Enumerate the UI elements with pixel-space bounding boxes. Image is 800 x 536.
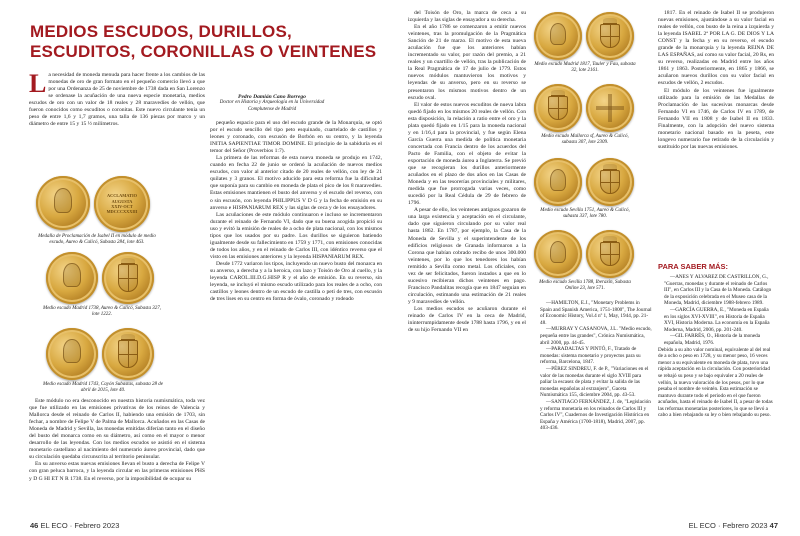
- coin-inscription: ACCLAMATIO AUGUSTA XXIV-OCT MDCCCXXXIII: [106, 193, 138, 215]
- paragraph: El módulo de los veintenes fue igualmente utilizado para la emisión de las Medallas de Proclamación de las sucesivas monarcas desde Fernando VI en 1746, de Carlos IV en 1789, de Fernando VII en 1808 y de Isabel II en 1833. Finalmente, con la adopción del nuevo sistema monetario nacional basado en la peseta, este longevo numerario fue retirado de la circulación y sustituido por las nuevas emisiones.: [658, 87, 774, 150]
- paragraph: Desde 1772 variaron los tipos, incluyendo un nuevo busto del monarca en su anverso, a derecha y a la heroica, con lazo y Toisón de Oro al cuello, y la leyenda CAROL.III.D.G.HISP R y el año de emisión. En su reverso, sin leyenda, se incluyó el mismo escudo utilizado para los reales de a ocho, con castillos y leones dentro de un escudo de castilla o peti de tres, con escusón de tres lises en su centro en forma de óvalo, coronado y rodeado: [210, 260, 382, 303]
- coin-obverse: [46, 252, 98, 304]
- figure-caption: Medio escudo Madrid 1743, Cayón Subastas, subasta 28 de abril de 2015, lote 40.: [43, 382, 163, 394]
- coin-obverse: [534, 158, 582, 206]
- figure-caption: Medio escudo Sevilla 1788, Iberaxin, Subasta Online 23, lote 571.: [539, 280, 631, 292]
- paragraph: El valor de estos nuevos escuditos de nueva labra quedó fijado en los mismos 20 reales de vellón. Con esta disposición, la relación a ratio entre el oro y la plata quedó fijado en 1/15 para la moneda nacional y en 1/16,4 para la provincial, y fue según Elena García Guerra una medida de política monetaria concertada con Francia dentro de los acuerdos del Pacto de Familia, con el objeto de evitar la exportación de moneda áurea a Inglaterra. Se previó que se recogieran los durillos anteriormente acuñados en el plazo de dos años en las Casas de Moneda y en las tesorerías provinciales y militares, medida que fue prorrogada varias veces, como sucedió por la Real Cédula de 29 de febrero de 1796.: [408, 101, 526, 207]
- footer-right: [689, 521, 778, 530]
- reference: Debido a su alto valor nominal, equivalente al del real de a ocho o peso en 1728, y su menor peso, 16 veces menor a su equivalente en moneda de plata, tuvo una rápida aceptación en la circulación. Con posterioridad se rebajó su peso y se bajo equivaler a 20 reales de vellón, la nueva valoración de los pesos, por lo que pesaba el nombre de veintén. Esta estimación se mantuvo durante todo el periodo en el que fueron acuñados, hasta el reinado de Isabel II, a pesar de todas las reformas monetarias posteriores, lo que se llevó a cabo a bien rebajando su ley o bien rebajando su peso.: [658, 346, 773, 419]
- reference: —HAMILTON, E.J., "Monetary Problems in Spain and Spanish America, 1751-1800", The Journal of Economic History, Vol.4 nº 1, May, 1944, pp. 21-48.: [540, 300, 652, 326]
- author-name: Pedro Damián Cano Borrego: [238, 94, 306, 100]
- coin-obverse: [534, 84, 582, 132]
- figure-caption: Medio escudo Madrid 1738, Aureo & Calicó, Subasta 327, lote 1222.: [43, 306, 161, 318]
- paragraph: Los medios escudos se acuñaron durante el reinado de Carlos IV en la ceca de Madrid, ininterrumpidamente desde 1788 hasta 1796, y en el de su hijo Fernando VII en: [408, 305, 526, 334]
- reference: —GARCÍA GUERRA, E., "Moneda en España en los siglos XVI-XVIII", en Historia de España XVI, Historia Moderna. La economía en la España Moderna, Madrid, 2006, pp. 201-240.: [664, 306, 770, 333]
- coin-reverse: [586, 230, 634, 278]
- paragraph: A pesar de ello, los veintenes antiguos gozaron de una larga existencia y aceptación en el circulante, dado que siguieron circulando por su valor real hasta 1862. En 1787, por ejemplo, la Casa de la Moneda de Sevilla y el superintendente de los edificios religiosos de Granada informaron a la Corona que habían cobrado recibo de unos 300.000 veintenes, por lo que los tenedores los habían remitido a Sevilla como metal. Los oficiales, con vez de ser felicitados, fueron instados a que en lo sucesivo recibieran dichos veintenes en pago. Francisco Pandalitas recogía que en 1847 seguían en circulación, estimando una estimación de 21 reales y 9 maravedíes de vellón.: [408, 207, 526, 305]
- page-number: 47: [769, 521, 778, 530]
- footer-left: [30, 521, 119, 530]
- column-1-continued: [29, 398, 205, 516]
- author-bio: Doctor en Historia y Arqueología en la Universidad Complutense de Madrid: [219, 100, 325, 112]
- medal-coin-reverse: [36, 176, 90, 230]
- coin-reverse: [586, 158, 634, 206]
- reference: —ANES Y ÁLVAREZ DE CASTRILLÓN, G., "Guerras, monedas y durante el reinado de Carlos III", en Carlos III y la Casa de la Moneda. Catálogo de la exposición celebrada en el Museo casa de la Moneda, Madrid, diciembre 1988-febrero 1989.: [664, 274, 772, 307]
- references-heading: PARA SABER MÁS:: [658, 262, 729, 271]
- paragraph: La primera de las reformas de esta nueva moneda se produjo en 1742, cuando en fecha 22 de junio se ordenó la acuñación de nuevos medios escudos, con valor al anterior citado de 20 reales de vellón, con ley de 21 quilates y 3 granos. El motivo aducido para esta reforma fue la dificultad que suponía para su cambio en moneda de plata el pico de los 8 maravedíes. Estas emisiones mantienen el busto del anverso y el escudo del reverso, con o sin escusón, con leyenda PHILIPPUS V D G y la fecha de emisión en su anverso e HISPANIARUM REX y las siglas de ceca y de los ensayadores.: [210, 155, 382, 211]
- coin-obverse: [46, 328, 98, 380]
- coin-obverse: [534, 12, 582, 60]
- reference: —SANTIAGO FERNÁNDEZ, J. de, "Legislación y reforma monetaria en los reinados de Carlos III y Carlos IV", Cuadernos de Investigación Histórica en España y América (1700-1818), Madrid, 2007, pp. 403-436.: [540, 398, 651, 432]
- coin-reverse: [586, 12, 634, 60]
- figure-caption: Medio escudo Sevilla 1751, Aureo & Calicó, subasta 337, lote 780.: [540, 208, 630, 220]
- page-number: 46: [30, 521, 39, 530]
- magazine-label: EL ECO · Febrero 2023: [688, 521, 768, 530]
- paragraph: 1817. En el reinado de Isabel II se produjeron nuevas emisiones, ajustándose a su valor facial en reales de vellón, con busto de la reina a izquierda y la leyenda ISABEL 2ª POR LA G. DE DIOS Y LA CONST y la fecha y en su reverso, el escudo grande de la monarquía y la leyenda REINA DE LAS ESPAÑAS, así como su valor facial, 20 Rs, en su reverso, realizadas en Madrid entre los años 1861 y 1863. Posteriormente, en 1865 y 1866, se acuñaron nuevos durillos con su valor facial en escudos de vellón, 2 escudos.: [658, 10, 774, 87]
- right-page: [400, 0, 800, 536]
- paragraph: Las acuñaciones de este módulo continuaron e incluso se incrementaron durante el reinado de Fernando VI, dado que su buena acogida propició su uso y evitó la emisión de reales de a ocho de plata nacional, con los mismos tipos que los usados por su padre. Los durillos se siguieron batiendo igualmente desde su fallecimiento en 1759 y 1771, con emisiones conocidas de todos los años, y en el reinado de Carlos III, con idéntico reverso que el visto en las emisiones anteriores y la leyenda HISPANIARUM REX.: [210, 211, 382, 260]
- title-line: ESCUDITOS, CORONILLAS O VEINTENES: [30, 42, 377, 61]
- reference: —PÉREZ SINDREU, F. de P., "Variaciones en el valor de las monedas durante el siglo XVIII para paliar la escasez de plata y evitar la salida de las monedas españolas al extranjero", Gaceta Numismática 155, diciembre 2004, pp. 43-53.: [540, 365, 649, 399]
- paragraph: del Toisón de Oro, la marca de ceca a su izquierda y las siglas de ensayador a su derecha.: [408, 10, 526, 24]
- paragraph: En el año 1786 se comenzaron a emitir nuevos veintenes, tras la promulgación de la Pragmática Sanción de 21 de marzo. El motivo de esta nueva acuñación fue que los anteriores habían incrementado su valor, por razón del premio, a 21 reales y un cuartillo de vellón, tras la publicación de la Real Pragmática de 17 de julio de 1779. Estos nuevos módulos mantuvieron los motivos y leyendas de su anverso, pero en su reverso se presentaron los mismos motivos dentro de un escudo oval.: [408, 24, 526, 101]
- reference: —PARADALTAS Y PINTÓ, F., Tratado de monedas: sistema monetario y proyectos para su reforma, Barcelona, 1847.: [540, 346, 641, 366]
- coin-obverse: [534, 230, 582, 278]
- column-2: [210, 120, 382, 516]
- figure-caption: Medio escudo Madrid 1817, Tauler y Fau, subasta 32, lote 2161.: [534, 62, 636, 74]
- paragraph: Este módulo no era desconocido en nuestra historia numismática, toda vez que fue utilizado en las emisiones privativas de los reinos de Valencia y Mallorca desde el reinado de Carlos II, habiendo una emisión de 1703, sin fechar, a nombre de Felipe V de Palma de Mallorca. Acuñados en las Casas de Moneda de Madrid y Sevilla, las monedas emitidas diferían tanto en el diseño del busto del monarca como en su diámetro, así como en el mayor o menor desarrollo de las leyendas. Con los medios escudos se asistió en el sistema monetario castellano al nacimiento del numerario áureo provincial, dado que su circulación quedaba circunscrita al territorio peninsular.: [29, 398, 205, 461]
- references-list: [658, 274, 774, 474]
- figure-caption: Medalla de Proclamación de Isabel II en módulo de medio escudo, Aureo & Calicó, Subasta 284, lote 463.: [38, 234, 156, 246]
- paragraph: En su anverso estas nuevas emisiones llevan el busto a derecha de Felipe V con gran peluca barroca, y la leyenda circular en las primeras emisiones PHS y D G HI ET N R 1738. En el reverso, por la imposibilidad de ocupar su: [29, 461, 205, 482]
- references-section: [658, 258, 774, 474]
- reference: —GIL FARRÉS, O., Historia de la moneda española, Madrid, 1976.: [664, 333, 761, 346]
- coin-reverse: [586, 84, 634, 132]
- medal-coin-obverse: [94, 176, 150, 232]
- column-1-intro: [29, 72, 205, 170]
- figure-caption: Medio escudo Mallorca sf, Aureo & Calicó, subasta 307, lote 2309.: [541, 134, 629, 146]
- author-byline: [212, 94, 332, 113]
- title-line: MEDIOS ESCUDOS, DURILLOS,: [30, 22, 292, 41]
- coin-reverse: [102, 328, 154, 380]
- article-title: [30, 22, 410, 62]
- references-continued: [534, 300, 652, 516]
- reference: —MURRAY Y CASANOVA, J.L. "Medio escudo, pequeña entre las grandes", Crónica Numismática, abril 2000, pp. 44-45.: [540, 326, 652, 346]
- drop-cap: L: [29, 72, 47, 98]
- magazine-label: EL ECO · Febrero 2023: [40, 521, 120, 530]
- column-3: [408, 10, 526, 516]
- paragraph: a necesidad de moneda menuda para hacer frente a los cambios de las monedas de oro de gran formato en el pequeño comercio llevó a que por una Ordenanza de 25 de noviembre de 1738 dada en San Lorenzo se ordenase la acuñación de una nueva especie monetaria, medios escudos de oro con un valor de 18 reales y 28 maravedíes de vellón, que fueron conocidos como escuditos o coronitas. Este nuevo circulante tenía un peso de entre 1,6 y 1,7 gramos, una talla de 136 piezas por marco y un diámetro de entre 15 y 15 ½ milímetros.: [29, 72, 205, 128]
- column-4: [658, 10, 774, 260]
- paragraph: pequeño espacio para el uso del escudo grande de la Monarquía, se optó por el escudo sencillo del tipo peto esquinado, cuartelado de castillos y leones y coronado, con escusón de Borbón en su centro, y la leyenda INITIA SAPIENTIAE TIMOR DOMINE. El principio de la sabiduría es el temor del Señor (Proverbios 1:7).: [210, 120, 382, 155]
- coin-reverse: [102, 252, 154, 304]
